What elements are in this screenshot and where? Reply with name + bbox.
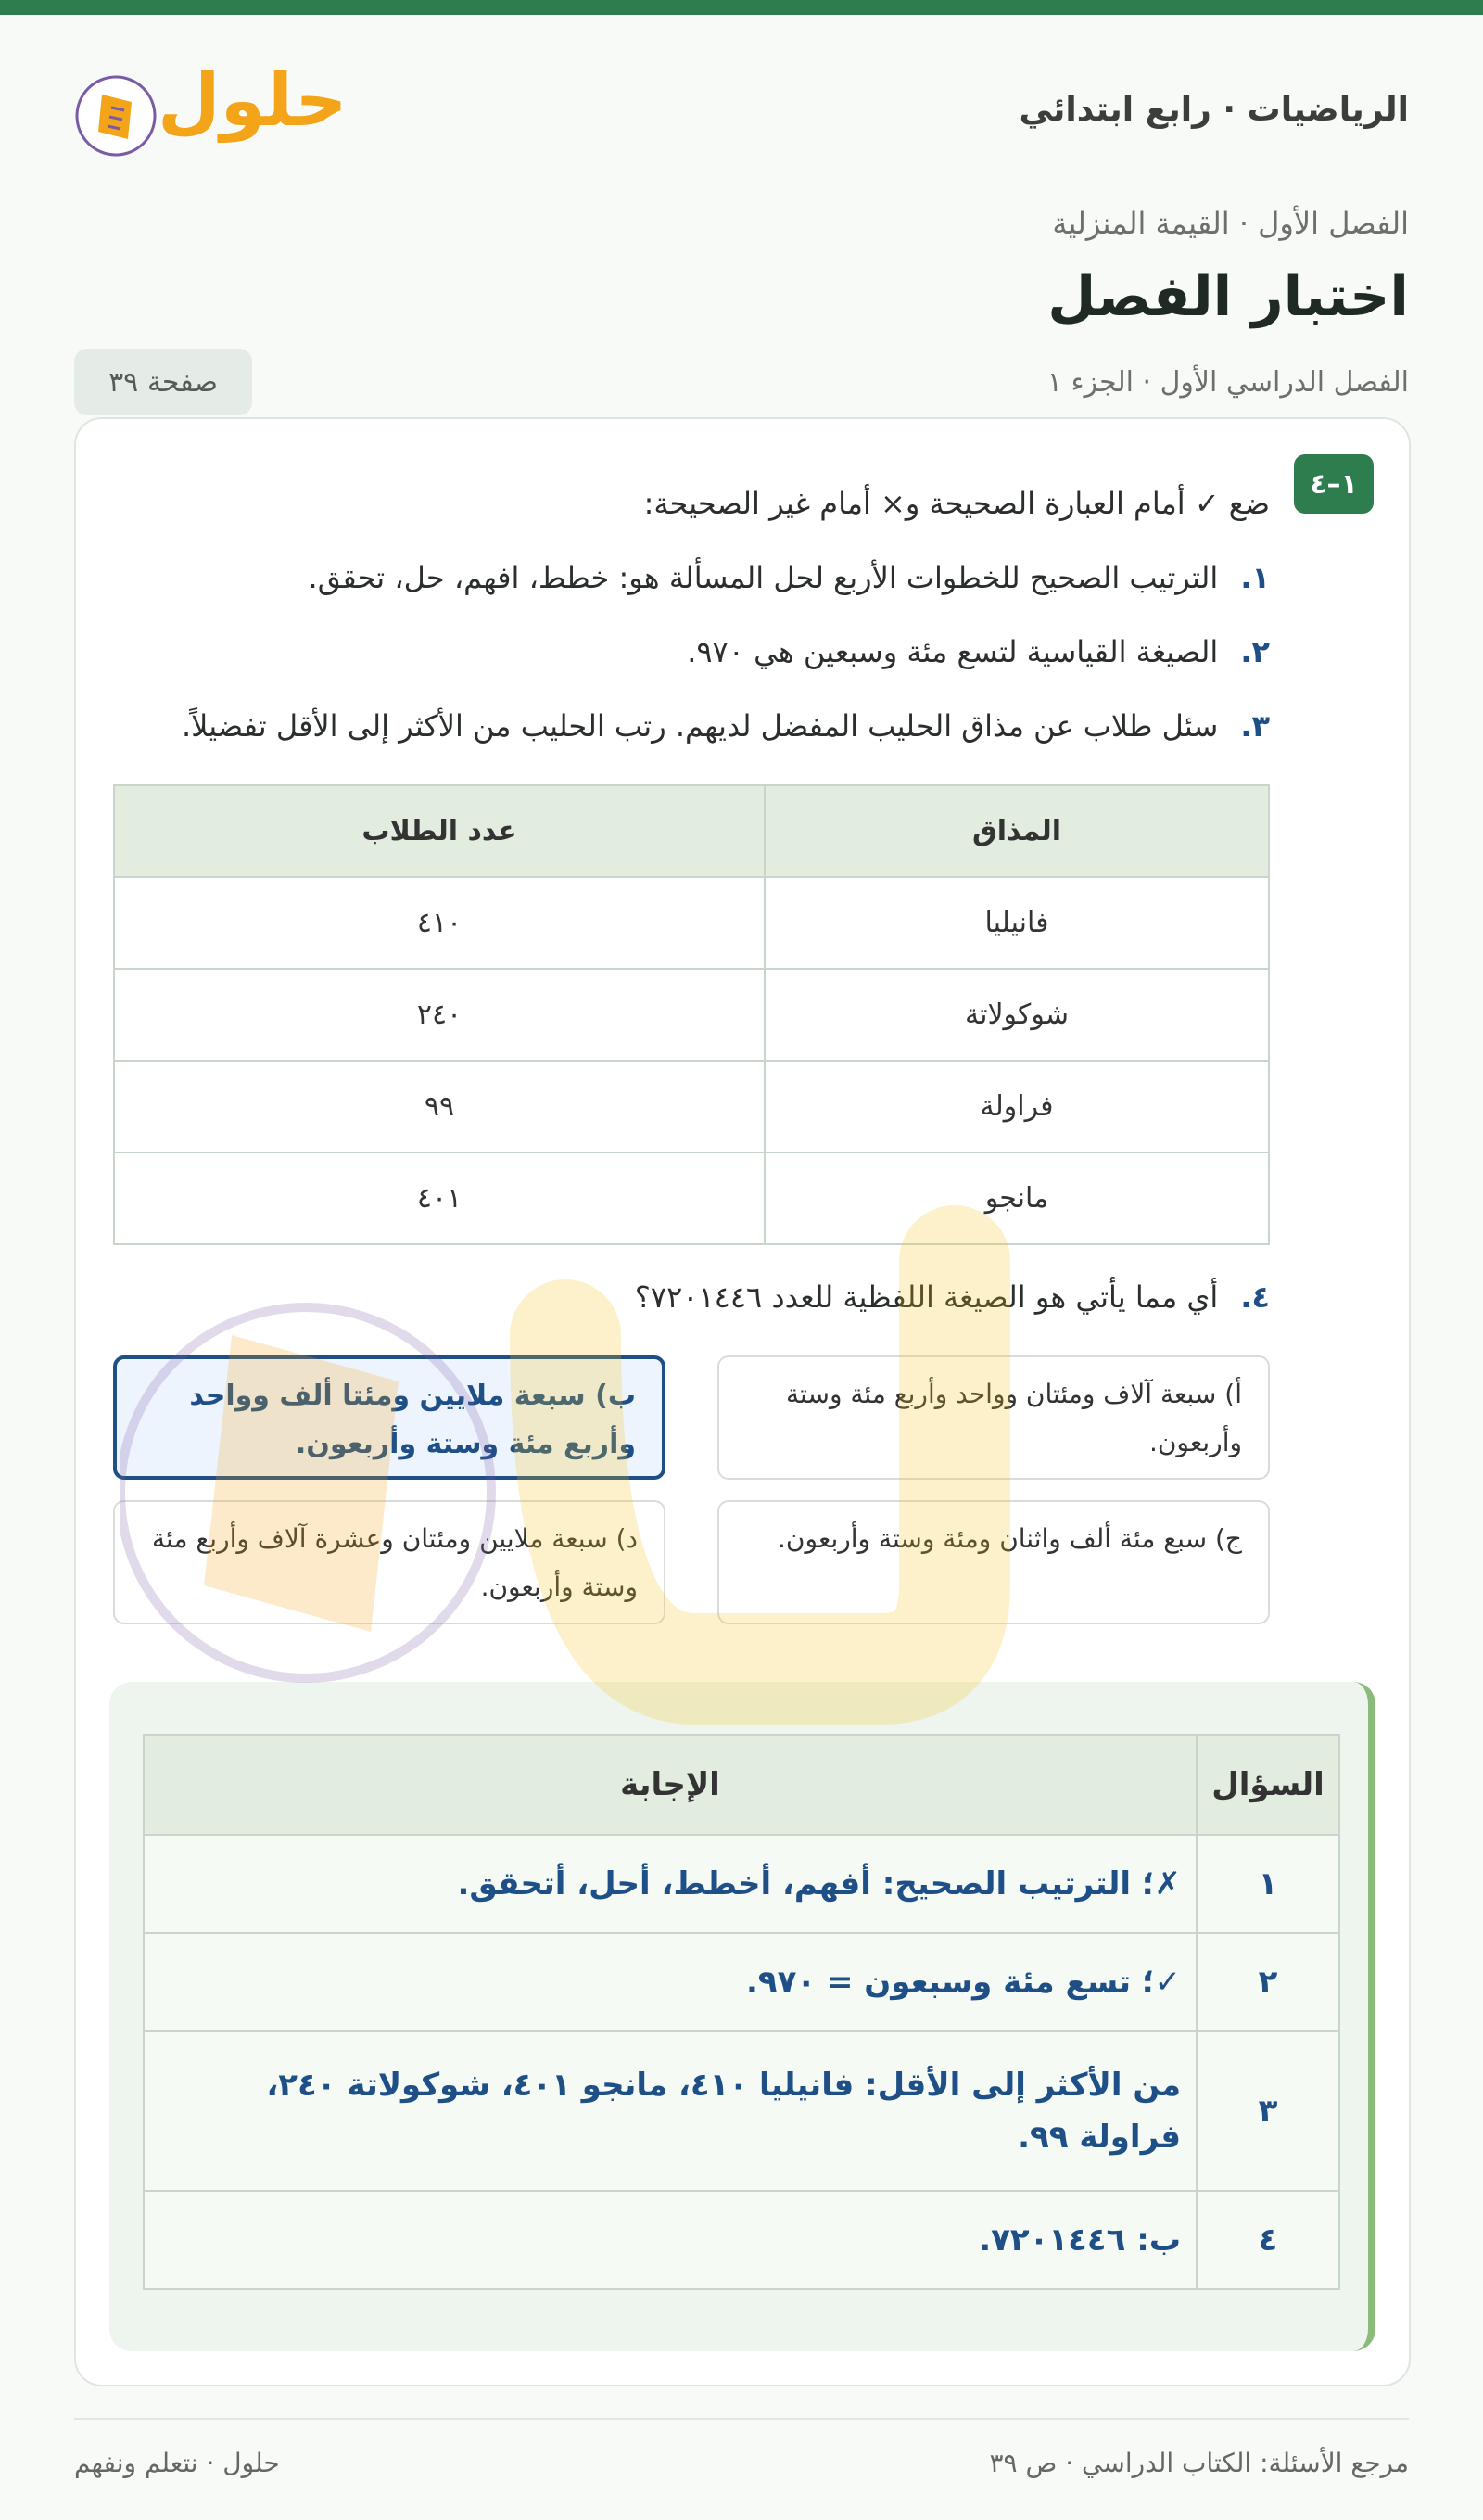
flavor-cell: مانجو bbox=[765, 1152, 1269, 1244]
answer-cell: من الأكثر إلى الأقل: فانيليا ٤١٠، مانجو ٤٠١، شوكولاتة ٢٤٠، فراولة ٩٩. bbox=[144, 2031, 1197, 2191]
item-text: سئل طلاب عن مذاق الحليب المفضل لديهم. رتب الحليب من الأكثر إلى الأقل تفضيلاً. bbox=[181, 708, 1219, 744]
question-number-badge: ١–٤ bbox=[1294, 454, 1374, 514]
count-cell: ٤١٠ bbox=[114, 877, 765, 969]
answer-cell: ✓؛ تسع مئة وسبعون = ٩٧٠. bbox=[144, 1933, 1197, 2031]
column-header-question: السؤال bbox=[1197, 1735, 1339, 1835]
answer-options bbox=[113, 1355, 1270, 1634]
item-number: ٢. bbox=[1240, 634, 1270, 669]
page-title: اختبار الفصل bbox=[1047, 264, 1409, 329]
option-c[interactable]: ج) سبع مئة ألف واثنان ومئة وستة وأربعون. bbox=[717, 1500, 1270, 1624]
answer-table bbox=[143, 1734, 1340, 2290]
subject-title: الرياضيات · رابع ابتدائي bbox=[1019, 91, 1409, 129]
table-row bbox=[114, 1061, 1269, 1152]
instruction-text: ضع ✓ أمام العبارة الصحيحة و× أمام غير الصحيحة: bbox=[643, 486, 1270, 521]
question-item-2 bbox=[687, 634, 1270, 669]
flavor-cell: فراولة bbox=[765, 1061, 1269, 1152]
flavor-cell: فانيليا bbox=[765, 877, 1269, 969]
question-card bbox=[74, 417, 1411, 2386]
table-row bbox=[144, 2191, 1339, 2289]
option-a[interactable]: أ) سبعة آلاف ومئتان وواحد وأربع مئة وستة وأربعون. bbox=[717, 1355, 1270, 1480]
logo-text: حلول bbox=[158, 59, 348, 143]
logo-book-icon bbox=[74, 74, 158, 158]
question-item-3 bbox=[182, 708, 1270, 744]
count-cell: ٢٤٠ bbox=[114, 969, 765, 1061]
semester-line: الفصل الدراسي الأول · الجزء ١ bbox=[1046, 366, 1409, 399]
item-number: ٣. bbox=[1240, 708, 1270, 744]
table-row bbox=[114, 1152, 1269, 1244]
item-text: الترتيب الصحيح للخطوات الأربع لحل المسألة هو: خطط، افهم، حل، تحقق. bbox=[308, 560, 1219, 595]
item-number: ١. bbox=[1240, 560, 1270, 595]
flavor-cell: شوكولاتة bbox=[765, 969, 1269, 1061]
answer-cell: ✗؛ الترتيب الصحيح: أفهم، أخطط، أحل، أتحقق. bbox=[144, 1835, 1197, 1933]
column-header-flavor: المذاق bbox=[765, 785, 1269, 877]
option-b-selected[interactable]: ب) سبعة ملايين ومئتا ألف وواحد وأربع مئة وستة وأربعون. bbox=[113, 1355, 665, 1480]
page-number-badge: صفحة ٣٩ bbox=[74, 349, 252, 415]
hulul-logo[interactable] bbox=[74, 59, 352, 167]
question-number-cell: ١ bbox=[1197, 1835, 1339, 1933]
count-cell: ٤٠١ bbox=[114, 1152, 765, 1244]
item-number: ٤. bbox=[1240, 1279, 1270, 1315]
item-text: أي مما يأتي هو الصيغة اللفظية للعدد ٧٢٠١٤٤٦؟ bbox=[634, 1279, 1219, 1315]
column-header-answer: الإجابة bbox=[144, 1735, 1197, 1835]
table-row bbox=[114, 969, 1269, 1061]
footer-divider bbox=[74, 2418, 1409, 2420]
count-cell: ٩٩ bbox=[114, 1061, 765, 1152]
question-number-cell: ٤ bbox=[1197, 2191, 1339, 2289]
table-row bbox=[144, 2031, 1339, 2191]
table-row bbox=[144, 1835, 1339, 1933]
item-text: الصيغة القياسية لتسع مئة وسبعين هي ٩٧٠. bbox=[687, 634, 1219, 669]
footer-reference: مرجع الأسئلة: الكتاب الدراسي · ص ٣٩ bbox=[989, 2448, 1409, 2478]
option-d[interactable]: د) سبعة ملايين ومئتان وعشرة آلاف وأربع مئة وستة وأربعون. bbox=[113, 1500, 665, 1624]
question-number-cell: ٣ bbox=[1197, 2031, 1339, 2191]
table-row bbox=[144, 1933, 1339, 2031]
page-header bbox=[74, 59, 1409, 162]
chapter-line: الفصل الأول · القيمة المنزلية bbox=[1052, 206, 1409, 241]
footer-brand: حلول · نتعلم ونفهم bbox=[74, 2448, 280, 2478]
column-header-count: عدد الطلاب bbox=[114, 785, 765, 877]
question-item-4 bbox=[635, 1279, 1270, 1315]
question-item-1 bbox=[309, 560, 1270, 595]
question-number-cell: ٢ bbox=[1197, 1933, 1339, 2031]
answer-cell: ب: ٧٢٠١٤٤٦. bbox=[144, 2191, 1197, 2289]
top-accent-bar bbox=[0, 0, 1483, 15]
flavor-table bbox=[113, 784, 1270, 1245]
table-row bbox=[114, 877, 1269, 969]
answer-panel bbox=[109, 1682, 1375, 2351]
